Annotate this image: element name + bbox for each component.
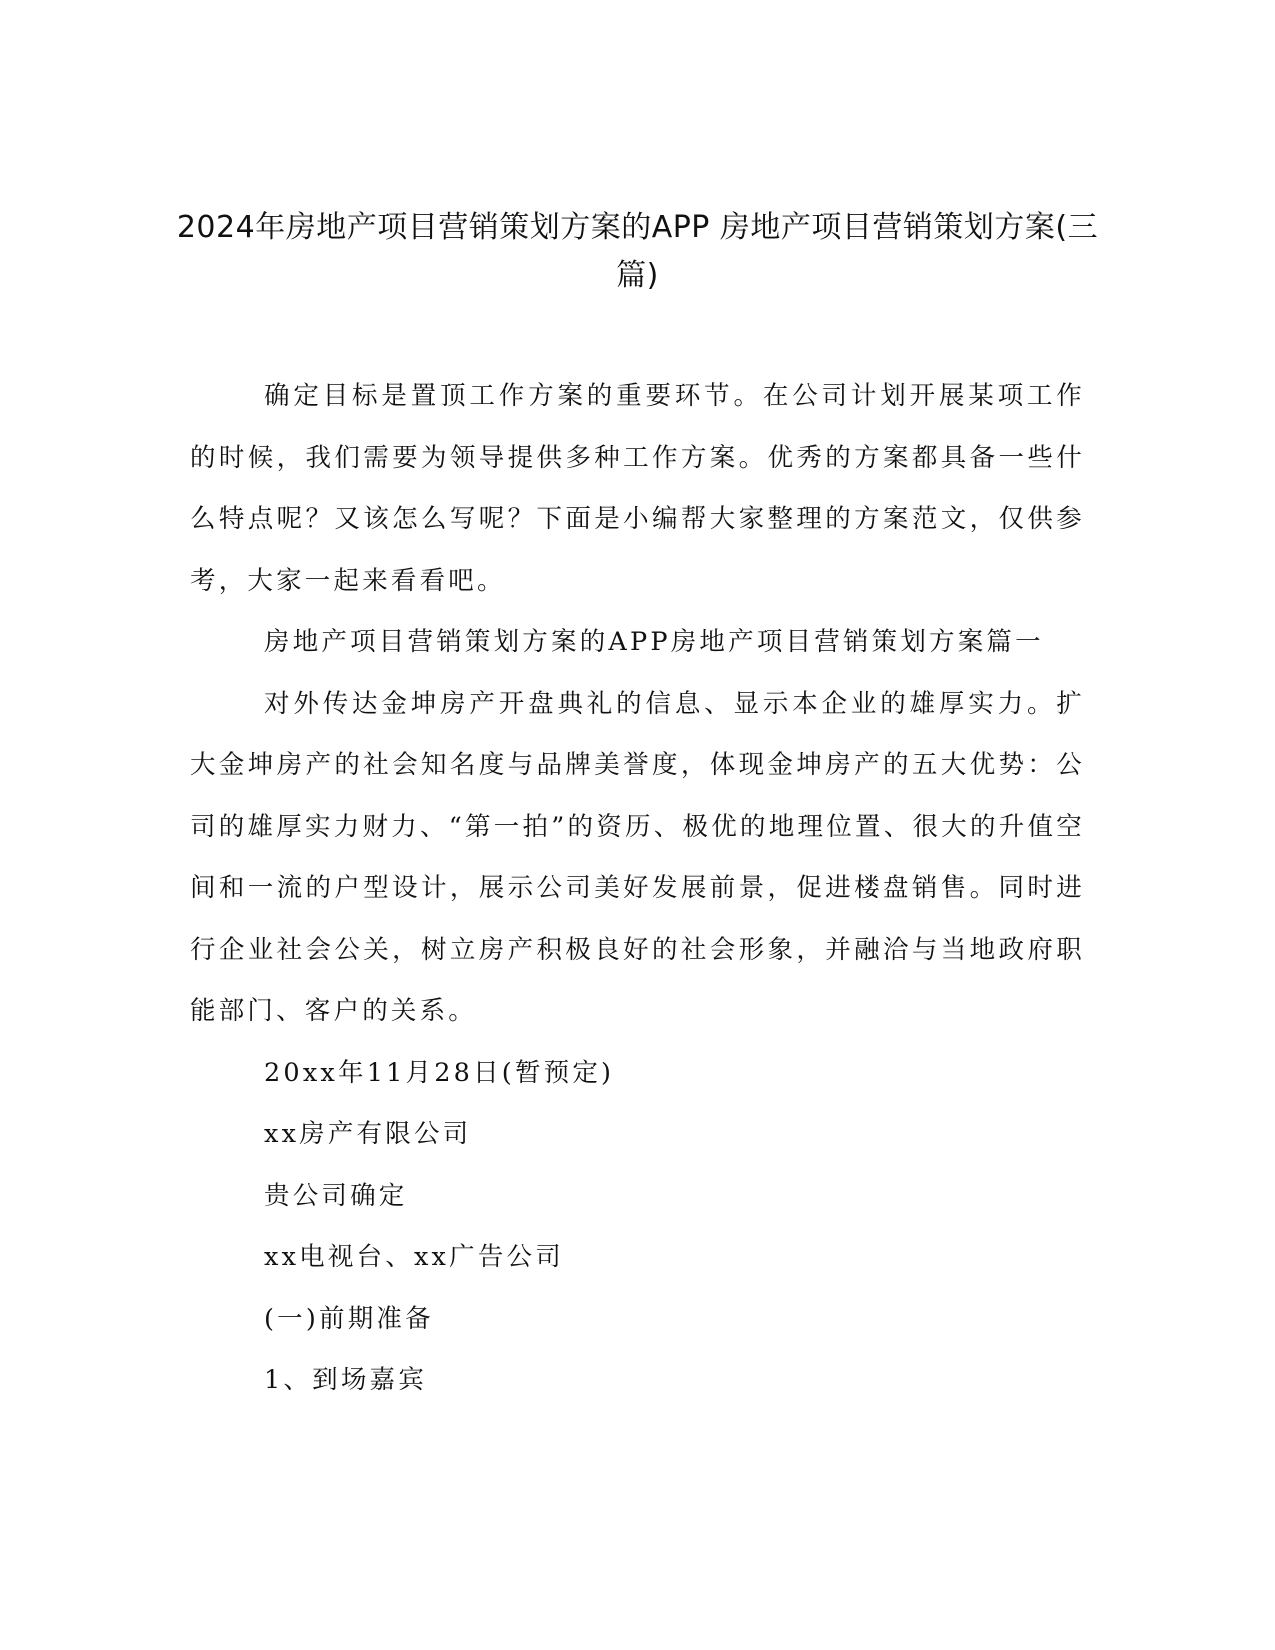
intro-paragraph: 确定目标是置顶工作方案的重要环节。在公司计划开展某项工作的时候，我们需要为领导提供多种工作方案。优秀的方案都具备一些什么特点呢？又该怎么写呢？下面是小编帮大家整理的方案范文，仅供参考，大家一起来看看吧。	[190, 381, 1085, 596]
document-title: 2024年房地产项目营销策划方案的APP 房地产项目营销策划方案(三篇)	[176, 210, 1099, 293]
organizer-line: xx房产有限公司	[264, 1119, 472, 1149]
purpose-paragraph: 对外传达金坤房产开盘典礼的信息、显示本企业的雄厚实力。扩大金坤房产的社会知名度与品牌美誉度，体现金坤房产的五大优势：公司的雄厚实力财力、“第一拍”的资历、极优的地理位置、很大的升值空间和一流的户型设计，展示公司美好发展前景，促进楼盘销售。同时进行企业社会公关，树立房产积极良好的社会形象，并融洽与当地政府职能部门、客户的关系。	[190, 688, 1085, 1026]
media-line: xx电视台、xx广告公司	[264, 1242, 564, 1272]
document-body	[190, 366, 1085, 1412]
guests-item: 1、到场嘉宾	[264, 1365, 427, 1395]
confirm-line: 贵公司确定	[264, 1180, 408, 1211]
prep-heading: (一)前期准备	[264, 1303, 434, 1334]
event-date: 20xx年11月28日(暂预定)	[264, 1057, 615, 1088]
section-heading: 房地产项目营销策划方案的APP房地产项目营销策划方案篇一	[264, 627, 1044, 657]
